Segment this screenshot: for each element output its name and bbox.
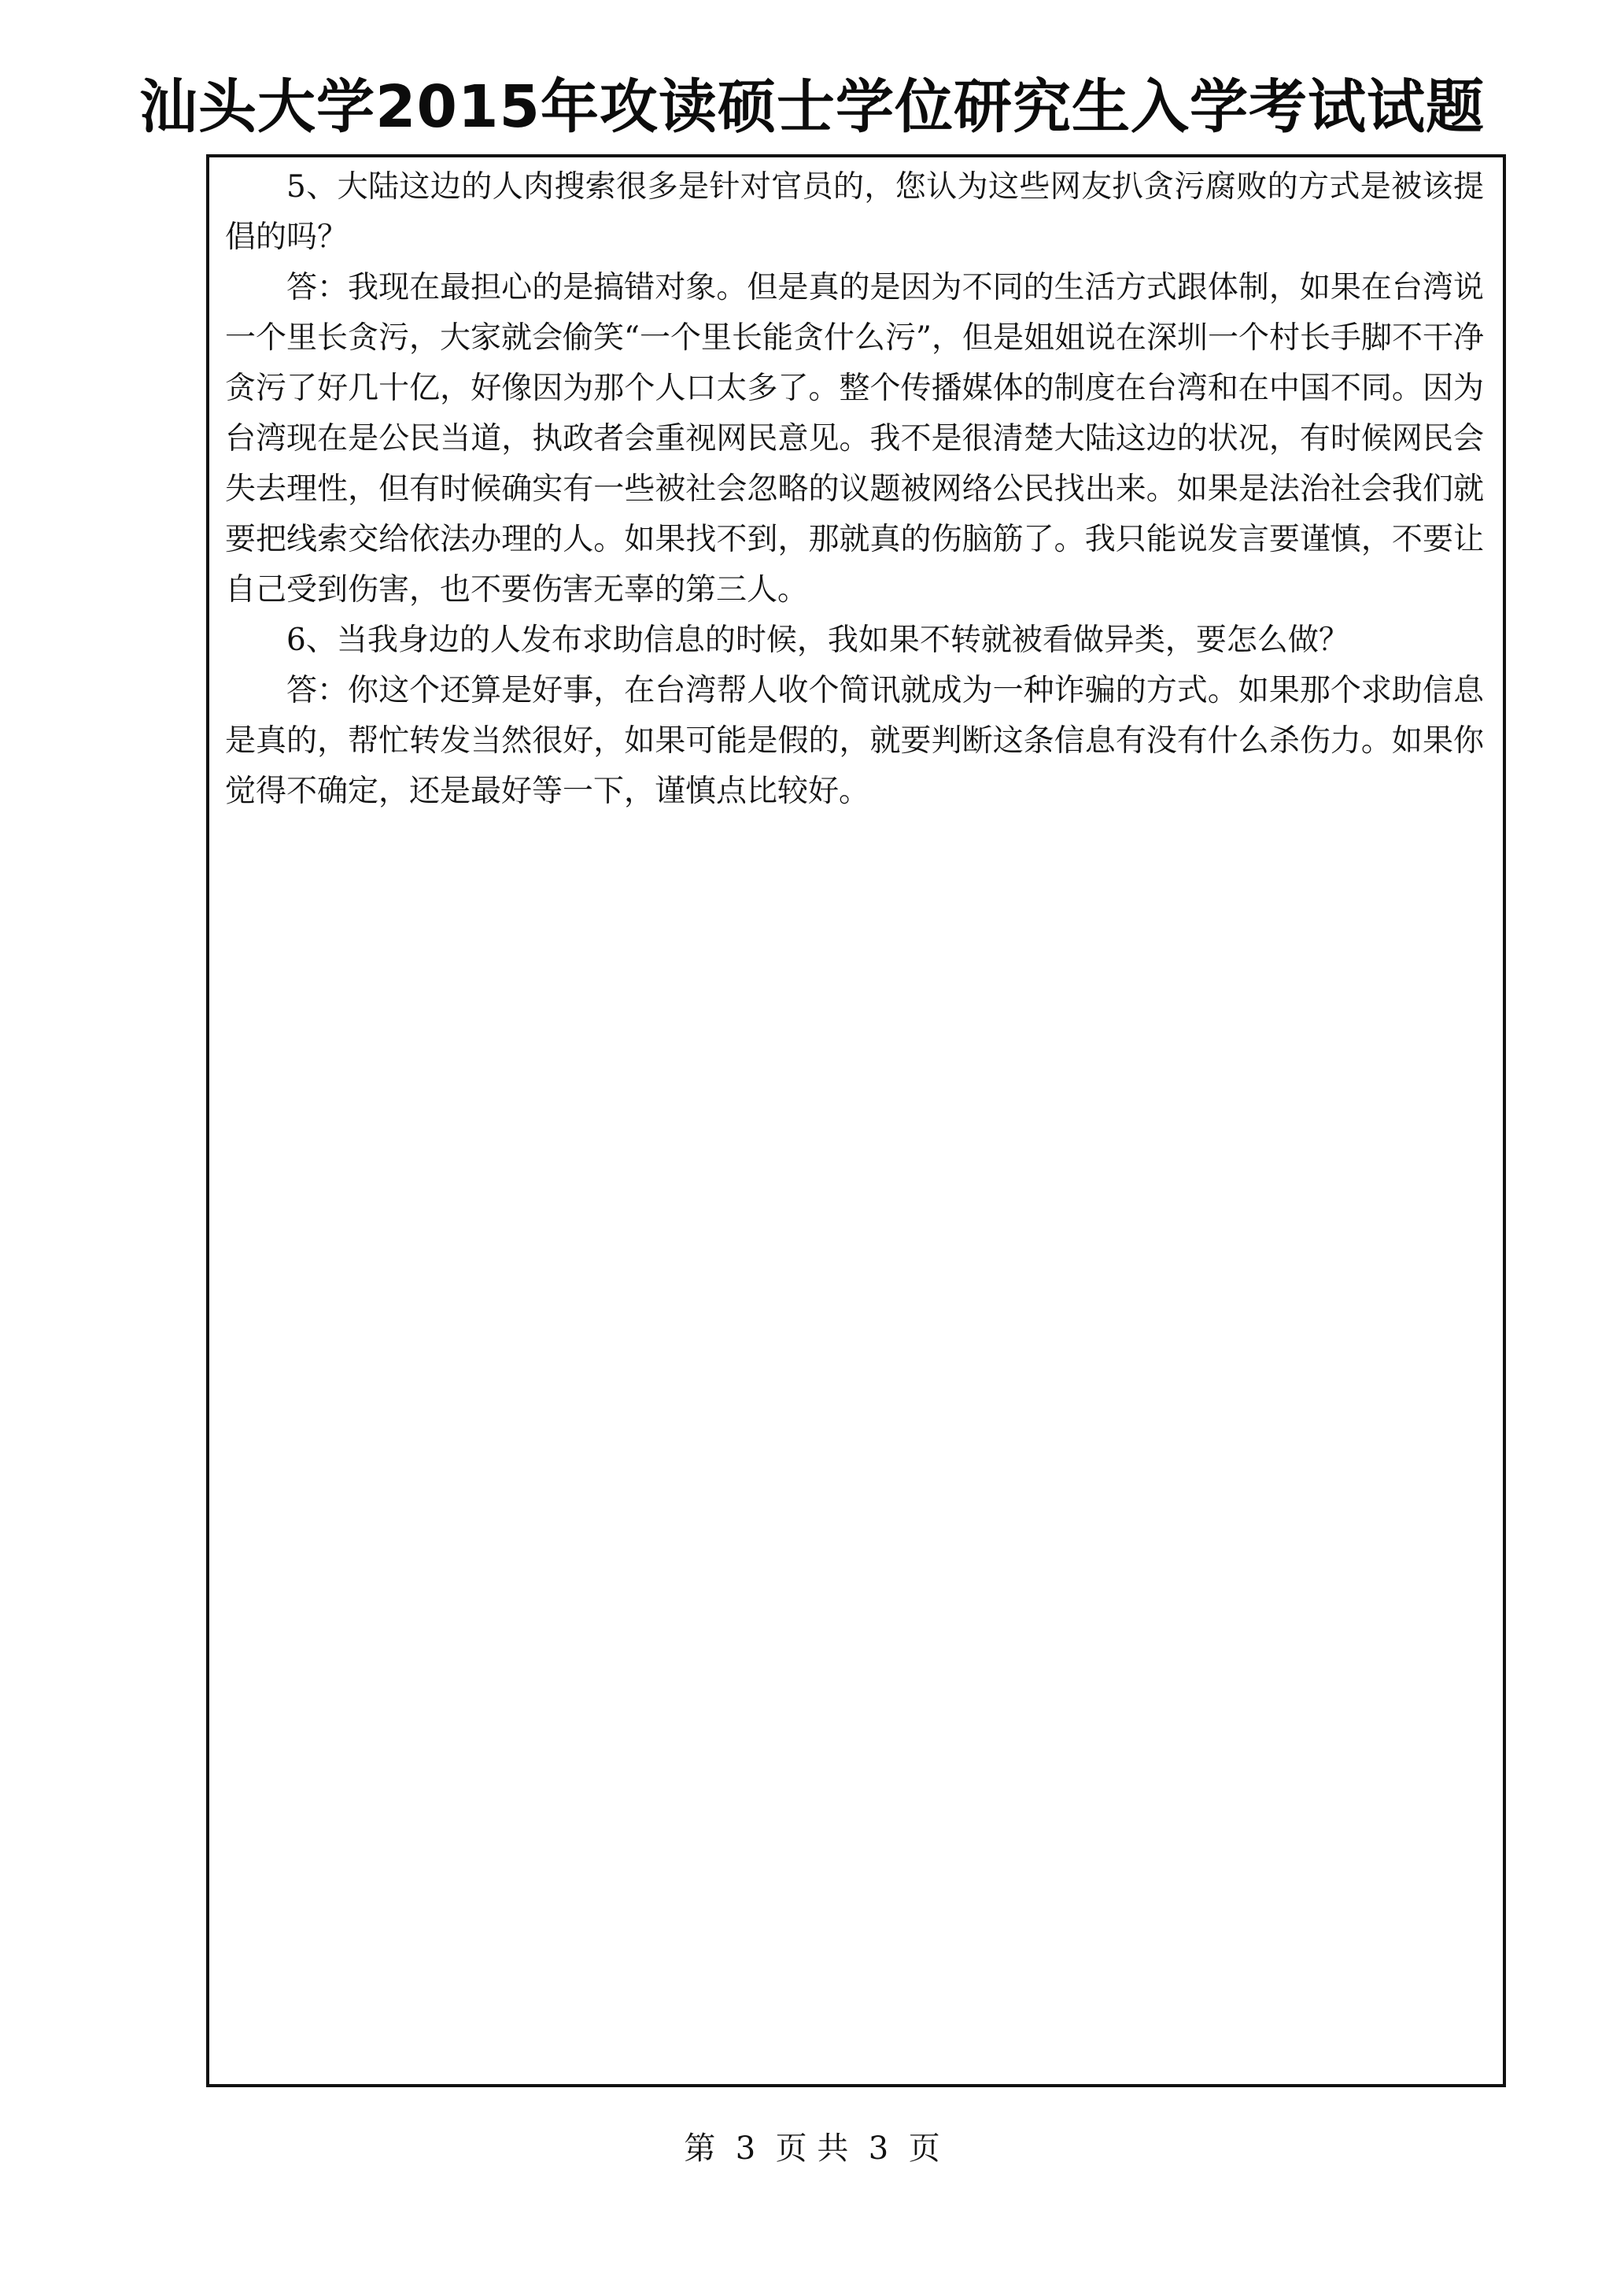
total-pages-number: 3 bbox=[868, 2131, 899, 2167]
answer-5: 答：我现在最担心的是搞错对象。但是真的是因为不同的生活方式跟体制，如果在台湾说一个里长贪污，大家就会偷笑“一个里长能贪什么污”，但是姐姐说在深圳一个村长手脚不干净贪污了好几十亿，好像因为那个人口太多了。整个传播媒体的制度在台湾和在中国不同。因为台湾现在是公民当道，执政者会重视网民意见。我不是很清楚大陆这边的状况，有时候网民会失去理性，但有时候确实有一些被社会忽略的议题被网络公民找出来。如果是法治社会我们就要把线索交给依法办理的人。如果找不到，那就真的伤脑筋了。我只能说发言要谨慎，不要让自己受到伤害，也不要伤害无辜的第三人。 bbox=[225, 270, 1484, 608]
answer-6: 答：你这个还算是好事，在台湾帮人收个简讯就成为一种诈骗的方式。如果那个求助信息是真的，帮忙转发当然很好，如果可能是假的，就要判断这条信息有没有什么杀伤力。如果你觉得不确定，还是最好等一下，谨慎点比较好。 bbox=[225, 673, 1484, 809]
current-page-number: 3 bbox=[735, 2131, 766, 2167]
exam-content bbox=[225, 162, 1484, 817]
page-suffix: 页 bbox=[908, 2131, 940, 2167]
page-footer bbox=[0, 2130, 1624, 2168]
page-prefix: 第 bbox=[684, 2131, 726, 2167]
question-5: 5、大陆这边的人肉搜索很多是针对官员的，您认为这些网友扒贪污腐败的方式是被该提倡的吗？ bbox=[225, 169, 1484, 255]
question-6: 6、当我身边的人发布求助信息的时候，我如果不转就被看做异类，要怎么做？ bbox=[286, 623, 1349, 658]
exam-content-box bbox=[206, 154, 1506, 2087]
page-title: 汕头大学2015年攻读硕士学位研究生入学考试试题 bbox=[139, 73, 1485, 141]
page-middle: 页 共 bbox=[775, 2131, 859, 2167]
